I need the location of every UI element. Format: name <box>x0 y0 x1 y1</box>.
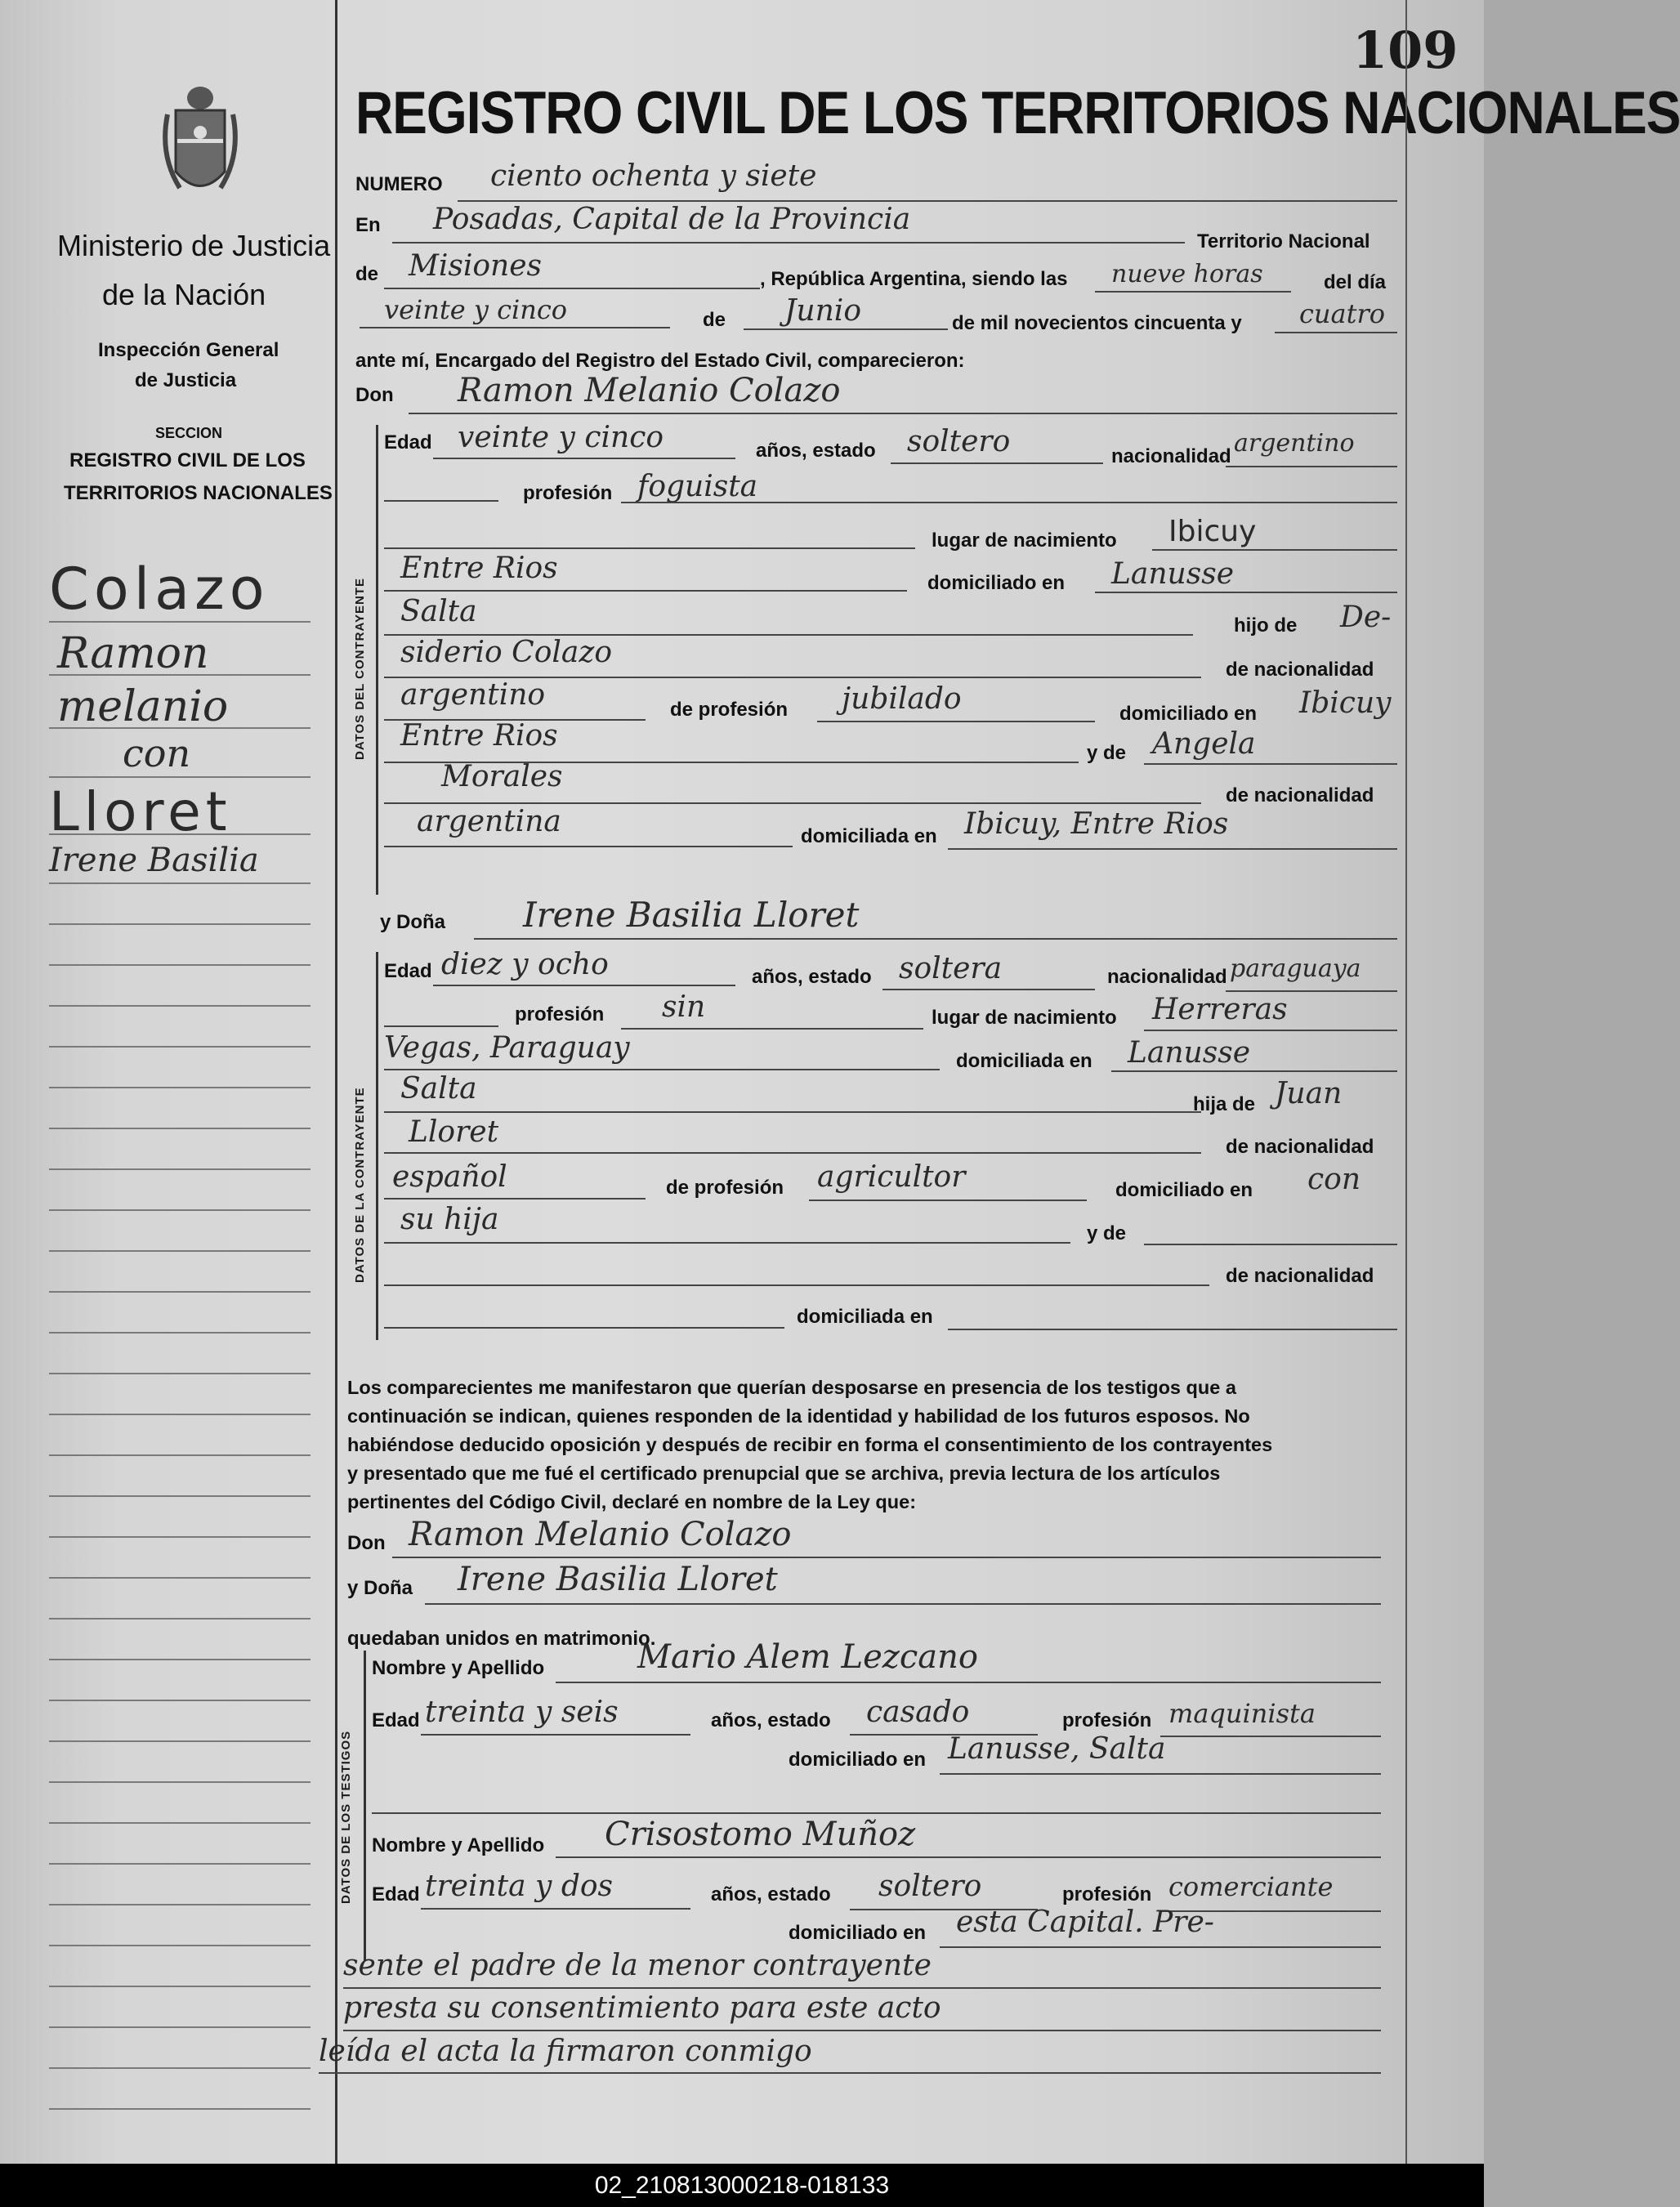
hora-value: nueve horas <box>1111 260 1263 288</box>
page-number: 109 <box>1352 20 1459 80</box>
section-label: SECCION <box>155 425 223 441</box>
f-hija-value: Juan <box>1275 1077 1343 1110</box>
don-value: Ramon Melanio Colazo <box>458 372 841 409</box>
f-padre-dom-label: domiciliado en <box>1115 1179 1253 1201</box>
mes-value: Junio <box>784 294 861 328</box>
c-madre-dom: Ibicuy, Entre Rios <box>964 807 1229 841</box>
inspection-line2: de Justicia <box>135 369 237 391</box>
c-padre-value: siderio Colazo <box>400 636 613 669</box>
contrayente-f-bracket <box>376 952 378 1340</box>
c-nac-label: nacionalidad <box>1111 445 1231 467</box>
f-padre-prof: agricultor <box>817 1160 966 1194</box>
c-padre-nac: argentino <box>400 678 546 712</box>
t-note-line2: presta su consentimiento para este acto <box>343 1991 941 2025</box>
f-anios-label: años, estado <box>752 966 872 988</box>
t1-estado: casado <box>866 1695 970 1729</box>
c-padre-dom: Ibicuy <box>1299 686 1392 720</box>
f-dom-cont: Salta <box>400 1072 477 1106</box>
t2-anios-label: años, estado <box>711 1883 831 1905</box>
t2-nombre: Crisostomo Muñoz <box>605 1816 916 1853</box>
t2-dom: esta Capital. Pre- <box>956 1905 1214 1939</box>
del-dia-label: del día <box>1324 271 1387 293</box>
c-madre-value: Angela <box>1152 727 1256 761</box>
inspection-line1: Inspección General <box>98 339 279 361</box>
margin-note-name3: Irene Basilia <box>49 842 259 879</box>
c-padre-dom-cont: Entre Rios <box>400 719 558 753</box>
f-hija-label: hija de <box>1193 1093 1256 1115</box>
f-de-prof-label: de profesión <box>666 1177 784 1199</box>
t1-dom-label: domiciliado en <box>789 1749 927 1771</box>
t2-edad-label: Edad <box>372 1883 420 1905</box>
image-id-footer: 02_210813000218-018133 <box>0 2164 1484 2207</box>
y-dona-label: y Doña <box>380 911 446 933</box>
f-de-nac2-label: de nacionalidad <box>1226 1265 1374 1287</box>
c-hijo-value: De- <box>1340 601 1392 634</box>
t2-nombre-label: Nombre y Apellido <box>372 1834 545 1856</box>
body-line3: habiéndose deducido oposición y después de recibir en forma el consentimiento de los contrayentes <box>347 1434 1273 1455</box>
f-padre-dom: con <box>1307 1163 1361 1196</box>
c-dom-value: Lanusse <box>1111 557 1234 591</box>
c-edad-label: Edad <box>384 431 432 453</box>
contrayente-side-label: DATOS DEL CONTRAYENTE <box>353 578 367 760</box>
t-note-line1: sente el padre de la menor contrayente <box>343 1949 932 1982</box>
decl-dona-label: y Doña <box>347 1577 413 1599</box>
t1-edad-label: Edad <box>372 1709 420 1731</box>
f-prof-label: profesión <box>515 1003 605 1025</box>
c-prof-value: foguista <box>637 470 758 503</box>
registry-line2: TERRITORIOS NACIONALES <box>64 482 333 504</box>
c-lugar-label: lugar de nacimiento <box>932 529 1117 552</box>
decl-don-value: Ramon Melanio Colazo <box>409 1516 792 1553</box>
c-padre-dom-label: domiciliado en <box>1119 703 1258 725</box>
coat-of-arms-icon <box>159 82 241 208</box>
ante-label: ante mí, Encargado del Registro del Estado Civil, comparecieron: <box>355 350 965 372</box>
decl-don-label: Don <box>347 1532 386 1554</box>
margin-note-name2: melanio <box>57 682 229 731</box>
f-nac-value: paraguaya <box>1230 954 1361 983</box>
c-de-prof-label: de profesión <box>670 699 789 721</box>
ministry-line1: Ministerio de Justicia <box>57 229 331 262</box>
body-line4: y presentado que me fué el certificado prenupcial que se archiva, previa lectura de los artículos <box>347 1463 1221 1484</box>
c-lugar-value: Ibicuy <box>1168 515 1257 548</box>
f-padre-dom-cont: su hija <box>400 1203 499 1236</box>
c-edad-value: veinte y cinco <box>458 421 664 454</box>
testigos-side-label: DATOS DE LOS TESTIGOS <box>339 1730 353 1904</box>
page-right-edge <box>1405 0 1407 2164</box>
c-madre-dom-label: domiciliada en <box>801 825 937 847</box>
margin-column <box>0 0 337 2164</box>
c-anios-label: años, estado <box>756 440 876 462</box>
c-de-nac2-label: de nacionalidad <box>1226 784 1374 806</box>
f-dom-label: domiciliada en <box>956 1050 1092 1072</box>
f-prof-value: sin <box>662 990 706 1024</box>
t1-nombre-label: Nombre y Apellido <box>372 1657 545 1679</box>
c-de-nac-label: de nacionalidad <box>1226 659 1374 681</box>
en-label: En <box>355 214 381 236</box>
dona-value: Irene Basilia Lloret <box>523 895 860 935</box>
de2-label: de <box>703 309 726 331</box>
f-dom-value: Lanusse <box>1128 1036 1250 1070</box>
c-estado-value: soltero <box>907 425 1011 458</box>
f-padre-nac: español <box>392 1160 507 1194</box>
body-line5: pertinentes del Código Civil, declaré en nombre de la Ley que: <box>347 1491 917 1512</box>
t1-nombre: Mario Alem Lezcano <box>637 1638 978 1676</box>
f-edad-value: diez y ocho <box>441 948 609 981</box>
body-line2: continuación se indican, quienes responden de la identidad y habilidad de los futuros esposos. No <box>347 1405 1250 1427</box>
t2-edad: treinta y dos <box>425 1870 614 1903</box>
margin-note-surname2: Lloret <box>49 780 232 843</box>
testigos-bracket <box>364 1651 366 1961</box>
territorio-label: Territorio Nacional <box>1197 230 1370 252</box>
don-label: Don <box>355 384 394 406</box>
t1-prof: maquinista <box>1168 1698 1316 1729</box>
margin-note-surname: Colazo <box>49 556 270 623</box>
t-note-line3: leída el acta la firmaron conmigo <box>319 2035 812 2068</box>
c-nac-value: argentino <box>1234 429 1355 458</box>
t1-anios-label: años, estado <box>711 1709 831 1731</box>
t1-dom: Lanusse, Salta <box>948 1732 1166 1766</box>
republica-label: , República Argentina, siendo las <box>760 268 1068 290</box>
f-nac-label: nacionalidad <box>1107 966 1227 988</box>
f-de-nac-label: de nacionalidad <box>1226 1136 1374 1158</box>
c-dom-label: domiciliado en <box>927 572 1066 594</box>
c-madre-nac: argentina <box>417 805 561 838</box>
f-lugar-label: lugar de nacimiento <box>932 1007 1117 1029</box>
de-value: Misiones <box>409 249 543 283</box>
t2-estado: soltero <box>878 1870 982 1903</box>
dia-value: veinte y cinco <box>384 294 568 325</box>
c-prof-label: profesión <box>523 482 613 504</box>
f-edad-label: Edad <box>384 960 432 982</box>
f-estado-value: soltera <box>899 952 1003 985</box>
f-y-de-label: y de <box>1087 1222 1127 1244</box>
en-value: Posadas, Capital de la Provincia <box>433 203 911 236</box>
numero-value: ciento ochenta y siete <box>490 159 817 193</box>
registry-line1: REGISTRO CIVIL DE LOS <box>69 449 306 471</box>
c-hijo-label: hijo de <box>1234 614 1298 637</box>
margin-note-con: con <box>123 731 191 775</box>
t2-dom-label: domiciliado en <box>789 1922 927 1944</box>
decl-dona-value: Irene Basilia Lloret <box>458 1561 778 1598</box>
de-label: de <box>355 263 379 285</box>
c-madre-apellido: Morales <box>441 760 563 793</box>
body-line1: Los comparecientes me manifestaron que querían desposarse en presencia de los testigos que a <box>347 1377 1236 1398</box>
c-lugar-cont: Entre Rios <box>400 552 558 585</box>
ministry-line2: de la Nación <box>102 278 266 311</box>
anio-value: cuatro <box>1299 298 1386 329</box>
contrayente-bracket <box>376 425 378 895</box>
mil-label: de mil novecientos cincuenta y <box>952 312 1242 334</box>
f-madre-dom-label: domiciliada en <box>797 1306 933 1328</box>
t2-prof-label: profesión <box>1062 1883 1152 1905</box>
numero-label: NUMERO <box>355 173 443 195</box>
f-lugar-cont: Vegas, Paraguay <box>384 1031 630 1065</box>
unidos-label: quedaban unidos en matrimonio. <box>347 1628 656 1650</box>
margin-note-name1: Ramon <box>57 629 209 678</box>
contrayente-f-side-label: DATOS DE LA CONTRAYENTE <box>353 1087 367 1283</box>
registry-title: REGISTRO CIVIL DE LOS TERRITORIOS NACIONALES <box>355 78 1680 146</box>
f-padre-apellido: Lloret <box>409 1115 499 1149</box>
c-y-de-label: y de <box>1087 742 1127 764</box>
c-dom-cont: Salta <box>400 595 477 628</box>
t2-prof: comerciante <box>1168 1871 1334 1902</box>
t1-prof-label: profesión <box>1062 1709 1152 1731</box>
c-padre-prof: jubilado <box>842 682 962 716</box>
f-lugar-value: Herreras <box>1152 993 1288 1026</box>
t1-edad: treinta y seis <box>425 1695 619 1729</box>
